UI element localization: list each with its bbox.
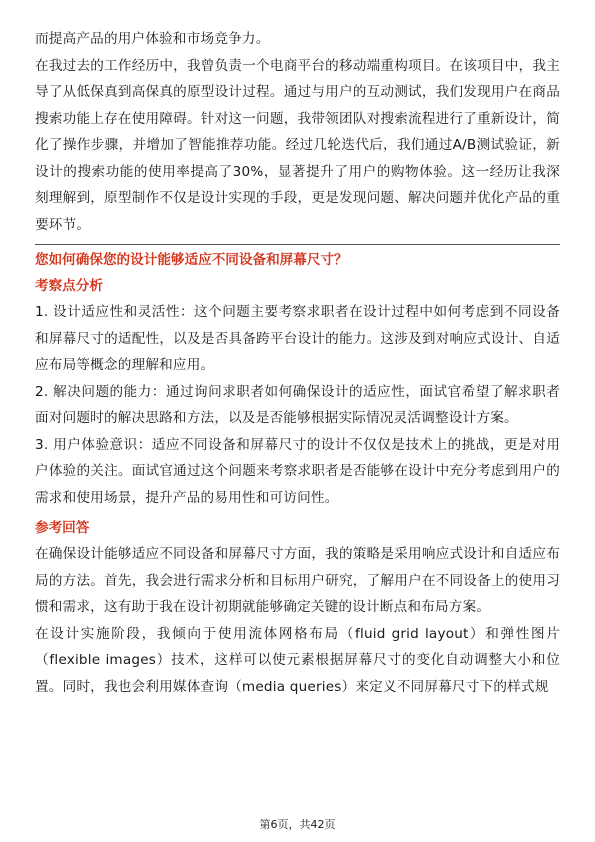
answer-paragraph: 在设计实施阶段，我倾向于使用流体网格布局（fluid grid layout）和弹性图片（flexible images）技术，这样可以使元素根据屏幕尺寸的变化自动调整大小和位置。同时，我也会利用媒体查询（media queries）来定义不同屏幕尺寸下的样式规 (35, 625, 560, 695)
answer-paragraph: 在确保设计能够适应不同设备和屏幕尺寸方面，我的策略是采用响应式设计和自适应布局的方法。首先，我会进行需求分析和目标用户研究，了解用户在不同设备上的使用习惯和需求，这有助于我在设计初期就能够确定关键的设计断点和布局方案。 (35, 546, 560, 615)
page-number-footer: 第6页，共42页 (259, 818, 336, 831)
analysis-item: 2. 解决问题的能力：通过询问求职者如何确保设计的适应性，面试官希望了解求职者面对问题时的解决思路和方法，以及是否能够根据实际情况灵活调整设计方案。 (35, 383, 560, 426)
analysis-heading: 考察点分析 (35, 278, 103, 294)
intro-paragraph: 在我过去的工作经历中，我曾负责一个电商平台的移动端重构项目。在该项目中，我主导了从低保真到高保真的原型设计过程。通过与用户的互动测试，我们发现用户在商品搜索功能上存在使用障碍。针对这一问题，我带领团队对搜索流程进行了重新设计，简化了操作步骤，并增加了智能推荐功能。经过几轮迭代后，我们通过A/B测试验证，新设计的搜索功能的使用率提高了30%，显著提升了用户的购物体验。这一经历让我深刻理解到，原型制作不仅是设计实现的手段，更是发现问题、解决问题并优化产品的重要环节。 (35, 57, 560, 233)
answer-heading: 参考回答 (35, 520, 90, 536)
section-divider (35, 244, 560, 245)
analysis-item: 3. 用户体验意识：适应不同设备和屏幕尺寸的设计不仅仅是技术上的挑战，更是对用户体验的关注。面试官通过这个问题来考察求职者是否能够在设计中充分考虑到用户的需求和使用场景，提升产品的易用性和可访问性。 (35, 436, 560, 506)
analysis-item: 1. 设计适应性和灵活性：这个问题主要考察求职者在设计过程中如何考虑到不同设备和屏幕尺寸的适配性，以及是否具备跨平台设计的能力。这涉及到对响应式设计、自适应布局等概念的理解和应用。 (35, 304, 560, 373)
document-page (35, 26, 560, 700)
intro-paragraph: 而提高产品的用户体验和市场竞争力。 (35, 31, 270, 47)
interview-question: 您如何确保您的设计能够适应不同设备和屏幕尺寸？ (35, 252, 348, 268)
